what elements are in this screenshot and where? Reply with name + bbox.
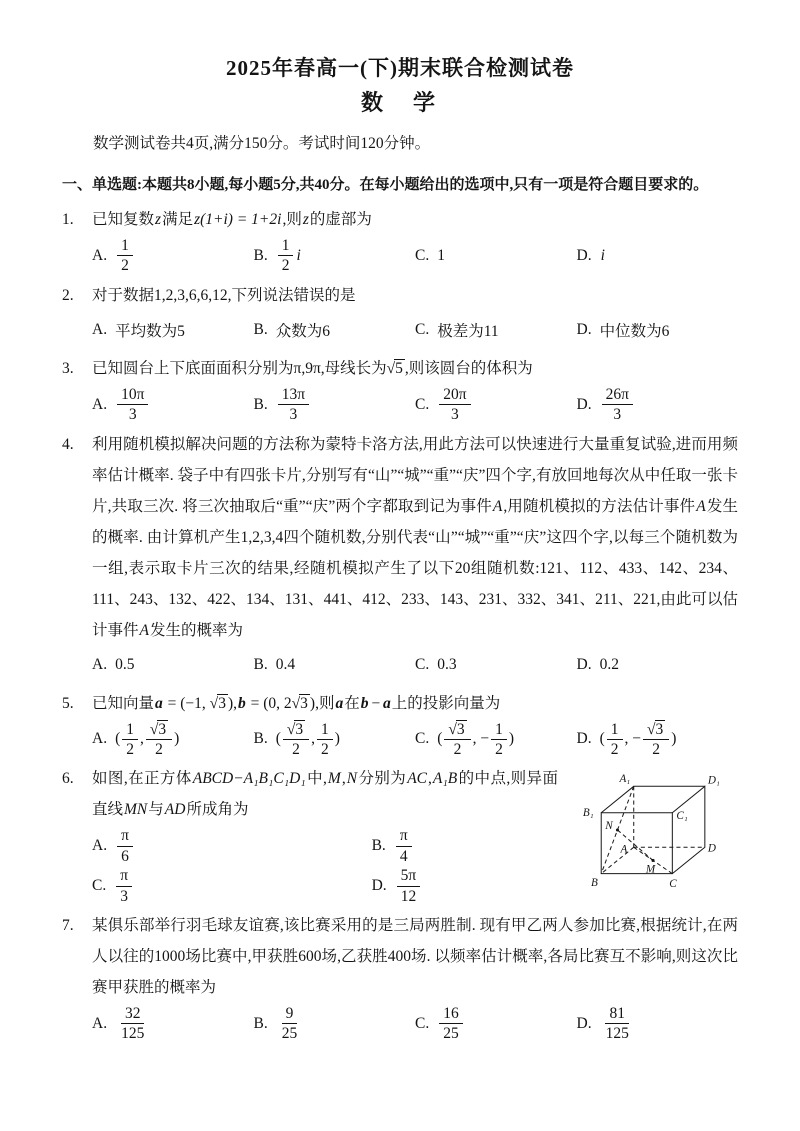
- text: 3: [120, 887, 128, 905]
- square-root: √3: [286, 720, 304, 738]
- text: 已知复数: [92, 211, 155, 228]
- text: 125: [121, 1025, 145, 1043]
- math-variable: i: [296, 246, 301, 264]
- radicand: [299, 694, 310, 714]
- text: 5π: [400, 867, 417, 885]
- option-label: D.: [576, 321, 592, 339]
- question-number: 7.: [62, 916, 74, 934]
- page-title: 2025年春高一(下)期末联合检测试卷: [226, 56, 574, 80]
- option-A: [92, 647, 254, 684]
- square-root: √3: [291, 694, 308, 712]
- options-row: [62, 720, 738, 760]
- text: 满足: [162, 211, 194, 228]
- option-label: A.: [92, 246, 108, 264]
- text: 3: [158, 720, 167, 738]
- text: 在: [344, 694, 360, 712]
- denominator: [607, 740, 623, 759]
- question-1: [62, 204, 738, 276]
- option-C: [415, 385, 577, 425]
- option-A: [92, 1004, 254, 1044]
- denominator: [439, 1024, 463, 1043]
- text: 9: [285, 1004, 294, 1022]
- text: 2: [453, 741, 462, 759]
- point-M: [652, 859, 655, 862]
- math-vector: b: [237, 694, 246, 712]
- text: 6: [121, 847, 129, 865]
- text: 3: [128, 406, 137, 424]
- option-A: [92, 312, 254, 349]
- numerator: [146, 720, 172, 741]
- text: ): [334, 730, 340, 748]
- text: 已知圆台上下底面面积分别为π,9π,母线长为: [92, 359, 387, 377]
- text: , −: [624, 730, 641, 748]
- text: 1: [281, 237, 290, 254]
- fraction: [278, 385, 309, 425]
- text: π: [120, 867, 129, 885]
- text: 125: [605, 1025, 629, 1043]
- fraction: [491, 720, 507, 760]
- option-B: [372, 826, 558, 866]
- option-D: [372, 866, 558, 906]
- text: 13π: [281, 385, 306, 403]
- numerator: [282, 1004, 298, 1024]
- option-D: [577, 720, 739, 760]
- numerator: [491, 720, 507, 740]
- text: 与: [148, 801, 164, 819]
- question-5: [62, 688, 738, 760]
- text: 0.2: [599, 656, 619, 673]
- square-root: √3: [209, 694, 226, 712]
- fraction: [116, 866, 132, 906]
- option-label: C.: [92, 877, 107, 895]
- math-variable: N: [346, 770, 358, 788]
- text: 12: [400, 887, 417, 905]
- math-variable: AD: [164, 801, 186, 819]
- numerator: [607, 720, 623, 740]
- option-label: B.: [253, 730, 268, 748]
- text: 上的投影向量为: [391, 694, 501, 712]
- option-C: [415, 312, 577, 349]
- math-variable: M: [327, 770, 341, 788]
- text: ,: [341, 770, 346, 788]
- fraction: [396, 826, 412, 866]
- denominator: [648, 740, 664, 759]
- option-B: [254, 385, 416, 425]
- questions-list: [62, 204, 738, 1044]
- text: 1: [610, 720, 619, 738]
- text: ,: [311, 730, 316, 748]
- text: 发生的概率. 由计算机产生1,2,3,4四个随机数,分别代表“山”“城”“重”“庆”这四个字,以每三个随机数为一组,表示取卡片三次的结果,经随机模拟产生了以下20组随机数:121、112、433、142、234、111、243、132、422、134、131、441、412、233、143、231、332、341、211、221,由此可以估计事件: [92, 497, 738, 639]
- text: 4: [399, 847, 408, 865]
- fraction: [439, 385, 470, 425]
- fraction: [444, 720, 470, 760]
- option-C: [92, 866, 372, 906]
- denominator: [397, 887, 421, 906]
- math-variable: z: [302, 211, 309, 228]
- math-variable: A: [696, 497, 706, 515]
- option-B: [254, 236, 416, 276]
- math-vector: a: [155, 694, 163, 712]
- question-7: [62, 910, 738, 1044]
- math-vector: b: [360, 694, 369, 712]
- text: ): [174, 730, 180, 748]
- text: 2: [495, 740, 503, 758]
- denominator: [288, 740, 304, 759]
- text: 2: [292, 741, 300, 759]
- text: 1: [126, 720, 134, 738]
- text: ,: [428, 770, 432, 788]
- question-stem: [62, 910, 738, 1003]
- denominator: [491, 740, 507, 759]
- text: 3: [613, 406, 622, 424]
- fraction: [117, 826, 133, 866]
- fraction: [602, 1004, 633, 1044]
- text: = (−1,: [163, 694, 210, 712]
- option-label: B.: [253, 321, 268, 339]
- numerator: [117, 385, 148, 405]
- numerator: [643, 720, 669, 741]
- text: 3: [451, 406, 459, 424]
- text: 平均数为5: [115, 323, 185, 341]
- text: ),则: [309, 694, 335, 712]
- text: ): [508, 730, 515, 748]
- question-stem: [62, 429, 738, 646]
- text: 3: [300, 694, 308, 712]
- text: 2: [121, 257, 129, 275]
- text: 已知向量: [92, 694, 155, 712]
- numerator: [278, 236, 294, 256]
- option-label: A.: [92, 730, 108, 748]
- text: π: [399, 827, 408, 845]
- text: (: [599, 730, 605, 748]
- numerator: [396, 826, 412, 846]
- numerator: [439, 1004, 463, 1024]
- options-row: [62, 826, 558, 906]
- option-label: B.: [371, 837, 386, 855]
- vertex-label-B: B: [591, 877, 598, 890]
- math-vector: a: [382, 694, 391, 712]
- math-variable: ABCD−A₁B₁C₁D₁: [192, 770, 306, 788]
- denominator: [602, 1024, 633, 1043]
- text: 1: [495, 720, 503, 738]
- vertex-label-D1: D₁: [707, 774, 720, 787]
- vertex-label-B1: B₁: [582, 807, 594, 820]
- denominator: [122, 740, 138, 759]
- option-label: A.: [92, 656, 108, 673]
- option-label: B.: [253, 1014, 268, 1032]
- denominator: [116, 887, 132, 906]
- question-2: [62, 280, 738, 349]
- numerator: [444, 720, 470, 741]
- radicand: [157, 720, 168, 740]
- numerator: [317, 720, 333, 740]
- text: 32: [124, 1004, 141, 1022]
- options-row: [62, 236, 738, 276]
- square-root: √3: [448, 720, 465, 738]
- text: 对于数据1,2,3,6,6,12,下列说法错误的是: [92, 286, 356, 304]
- denominator: [125, 405, 141, 424]
- text: 2: [610, 740, 619, 758]
- fraction: [397, 866, 421, 906]
- fraction: [283, 720, 309, 760]
- text: 81: [609, 1004, 625, 1022]
- denominator: [396, 847, 412, 866]
- text: 3: [655, 720, 664, 738]
- text: 1: [121, 237, 129, 254]
- exam-note: 数学测试卷共4页,满分150分。考试时间120分钟。: [93, 135, 431, 152]
- denominator: [450, 740, 466, 759]
- option-label: C.: [415, 730, 430, 748]
- question-stem: [62, 763, 558, 825]
- vertex-label-C1: C₁: [676, 810, 688, 823]
- text: 16: [443, 1004, 459, 1022]
- fraction: [643, 720, 669, 760]
- option-label: B.: [253, 656, 268, 673]
- question-6: [62, 763, 738, 906]
- text: 1: [321, 720, 329, 738]
- fraction: [146, 720, 172, 760]
- option-label: C.: [415, 321, 430, 339]
- math-variable: z(1+i) = 1+2i: [194, 211, 282, 228]
- text: ,则: [282, 211, 302, 228]
- text: (: [437, 730, 443, 748]
- denominator: [286, 405, 302, 424]
- option-B: [254, 1004, 416, 1044]
- options-row: [62, 647, 738, 684]
- option-A: [92, 720, 254, 760]
- text: 利用随机模拟解决问题的方法称为蒙特卡洛方法,用此方法可以快速进行大量重复试验,进而用频率估计概率. 袋子中有四张卡片,分别写有“山”“城”“重”“庆”四个字,有放回地每次从中任取一张卡片,共取三次. 将三次抽取后“重”“庆”两个字都取到记为事件: [92, 435, 738, 515]
- numerator: [117, 826, 133, 846]
- question-number: 3.: [62, 359, 74, 377]
- numerator: [397, 866, 421, 886]
- option-label: D.: [371, 877, 387, 895]
- square-root: √5: [386, 359, 403, 377]
- option-A: [92, 385, 254, 425]
- square-root: √3: [149, 720, 167, 738]
- text: 中,: [306, 770, 327, 788]
- option-label: C.: [415, 246, 430, 264]
- text: (: [115, 730, 121, 748]
- option-label: B.: [253, 395, 268, 413]
- text: 2: [126, 740, 134, 758]
- option-label: C.: [415, 1014, 430, 1032]
- numerator: [439, 385, 470, 405]
- option-label: D.: [576, 246, 592, 264]
- math-variable: A: [492, 497, 503, 515]
- option-label: A.: [92, 395, 108, 413]
- math-variable: AC: [407, 770, 428, 788]
- text: ): [671, 730, 677, 748]
- fraction: [602, 385, 633, 425]
- option-C: [415, 237, 577, 274]
- numerator: [283, 720, 309, 741]
- point-label-M: M: [645, 864, 656, 877]
- denominator: [117, 1024, 148, 1043]
- option-label: A.: [92, 321, 108, 339]
- question-number: 1.: [62, 211, 74, 228]
- radicand: [394, 359, 405, 379]
- option-D: [577, 1004, 739, 1044]
- text: (: [275, 730, 281, 748]
- question-number: 5.: [62, 694, 74, 712]
- radicand: [294, 720, 305, 740]
- text: 25: [281, 1025, 298, 1043]
- math-variable: MN: [124, 801, 148, 819]
- text: 3: [456, 720, 465, 738]
- option-C: [415, 1004, 577, 1044]
- text: 25: [443, 1025, 459, 1043]
- question-4: [62, 429, 738, 684]
- cube-right-face: [672, 787, 705, 874]
- text: 20π: [443, 385, 467, 403]
- text: 10π: [121, 385, 145, 403]
- option-label: A.: [92, 1014, 108, 1032]
- text: 26π: [605, 385, 629, 403]
- math-vector: a: [335, 694, 344, 712]
- fraction: [278, 1004, 302, 1044]
- question-number: 6.: [62, 770, 74, 788]
- fraction: [117, 236, 133, 276]
- option-D: [577, 237, 739, 274]
- question-stem: [62, 204, 738, 235]
- question-number: 4.: [62, 435, 74, 453]
- text: 3: [218, 694, 226, 712]
- options-row: [62, 1004, 738, 1044]
- text: 极差为11: [437, 323, 499, 341]
- text: 某俱乐部举行羽毛球友谊赛,该比赛采用的是三局两胜制. 现有甲乙两人参加比赛,根据统计,在两人以往的1000场比赛中,甲获胜600场,乙获胜400场. 以频率估计概率,各局比赛互不影响,则这次比赛甲获胜的概率为: [92, 916, 738, 996]
- option-A: [92, 236, 254, 276]
- vertex-label-D: D: [707, 842, 716, 855]
- section-heading: 一、单选题:本题共8小题,每小题5分,共40分。在每小题给出的选项中,只有一项是符合题目要求的。: [62, 177, 709, 193]
- vertex-label-C: C: [669, 878, 677, 891]
- option-B: [254, 720, 416, 760]
- subject-title: 数 学: [360, 90, 439, 115]
- option-B: [254, 312, 416, 349]
- text: 3: [295, 720, 304, 738]
- question-stem: [62, 353, 738, 384]
- option-D: [577, 385, 739, 425]
- option-D: [577, 647, 739, 684]
- numerator: [122, 720, 138, 740]
- denominator: [278, 1024, 302, 1043]
- option-D: [577, 312, 739, 349]
- option-C: [415, 647, 577, 684]
- text: 0.5: [115, 656, 135, 673]
- fraction: [317, 720, 333, 760]
- option-B: [254, 647, 416, 684]
- options-row: [62, 312, 738, 349]
- text: 分别为: [358, 770, 407, 788]
- text: 2: [155, 741, 163, 759]
- math-variable: z: [155, 211, 162, 228]
- question-stem: [62, 280, 738, 311]
- text: 1: [437, 246, 445, 264]
- point-N: [616, 829, 619, 832]
- point-label-N: N: [605, 820, 613, 833]
- vertex-label-A: A: [620, 843, 628, 856]
- text: π: [121, 827, 129, 845]
- text: 众数为6: [275, 323, 330, 341]
- text: = (0, 2: [246, 694, 292, 712]
- math-variable: i: [600, 246, 605, 264]
- option-A: [92, 826, 372, 866]
- fraction: [117, 1004, 148, 1044]
- option-label: D.: [576, 656, 592, 673]
- text: 2: [652, 741, 660, 759]
- question-3: [62, 353, 738, 425]
- text: 0.3: [437, 656, 457, 673]
- text: 发生的概率为: [149, 621, 243, 639]
- fraction: [439, 1004, 463, 1044]
- fraction: [607, 720, 623, 760]
- denominator: [151, 740, 167, 759]
- denominator: [447, 405, 463, 424]
- option-label: A.: [92, 837, 108, 855]
- text: 所成角为: [186, 801, 249, 819]
- fraction: [122, 720, 138, 760]
- text: ,: [140, 730, 144, 748]
- option-label: D.: [576, 730, 592, 748]
- denominator: [278, 256, 294, 275]
- option-label: D.: [576, 395, 592, 413]
- option-label: C.: [415, 395, 430, 413]
- numerator: [117, 236, 133, 256]
- text: 5: [395, 359, 403, 377]
- text: ,则该圆台的体积为: [404, 359, 533, 377]
- denominator: [609, 405, 625, 424]
- text: ,用随机模拟的方法估计事件: [503, 497, 696, 515]
- numerator: [116, 866, 132, 886]
- square-root: √3: [647, 720, 664, 738]
- text: 的中点,则异面直线: [92, 770, 558, 819]
- fraction: [117, 385, 148, 425]
- math-variable: −: [370, 694, 381, 712]
- text: ),: [227, 694, 237, 712]
- question-stem: [62, 688, 738, 719]
- cube-figure: [570, 767, 732, 895]
- vertex-label-A1: A₁: [619, 773, 631, 786]
- option-C: [415, 720, 577, 760]
- fraction: [278, 236, 294, 276]
- text: 的虚部为: [309, 211, 372, 228]
- numerator: [278, 385, 309, 405]
- question-number: 2.: [62, 286, 74, 304]
- text: 如图,在正方体: [92, 770, 192, 788]
- radicand: [456, 720, 467, 740]
- text: 3: [289, 406, 298, 424]
- text: 0.4: [275, 656, 296, 673]
- numerator: [602, 385, 633, 405]
- math-variable: A: [139, 621, 149, 639]
- text: 2: [321, 740, 329, 758]
- denominator: [117, 256, 133, 275]
- denominator: [317, 740, 333, 759]
- option-label: B.: [253, 246, 268, 264]
- numerator: [605, 1004, 629, 1024]
- text: 2: [281, 257, 290, 275]
- math-variable: A₁B: [432, 770, 458, 788]
- text: 中位数为6: [599, 323, 670, 341]
- denominator: [117, 847, 133, 866]
- radicand: [217, 694, 228, 714]
- option-label: C.: [415, 656, 430, 673]
- numerator: [121, 1004, 145, 1024]
- option-label: D.: [576, 1014, 592, 1032]
- options-row: [62, 385, 738, 425]
- radicand: [655, 720, 666, 740]
- text: , −: [472, 730, 490, 748]
